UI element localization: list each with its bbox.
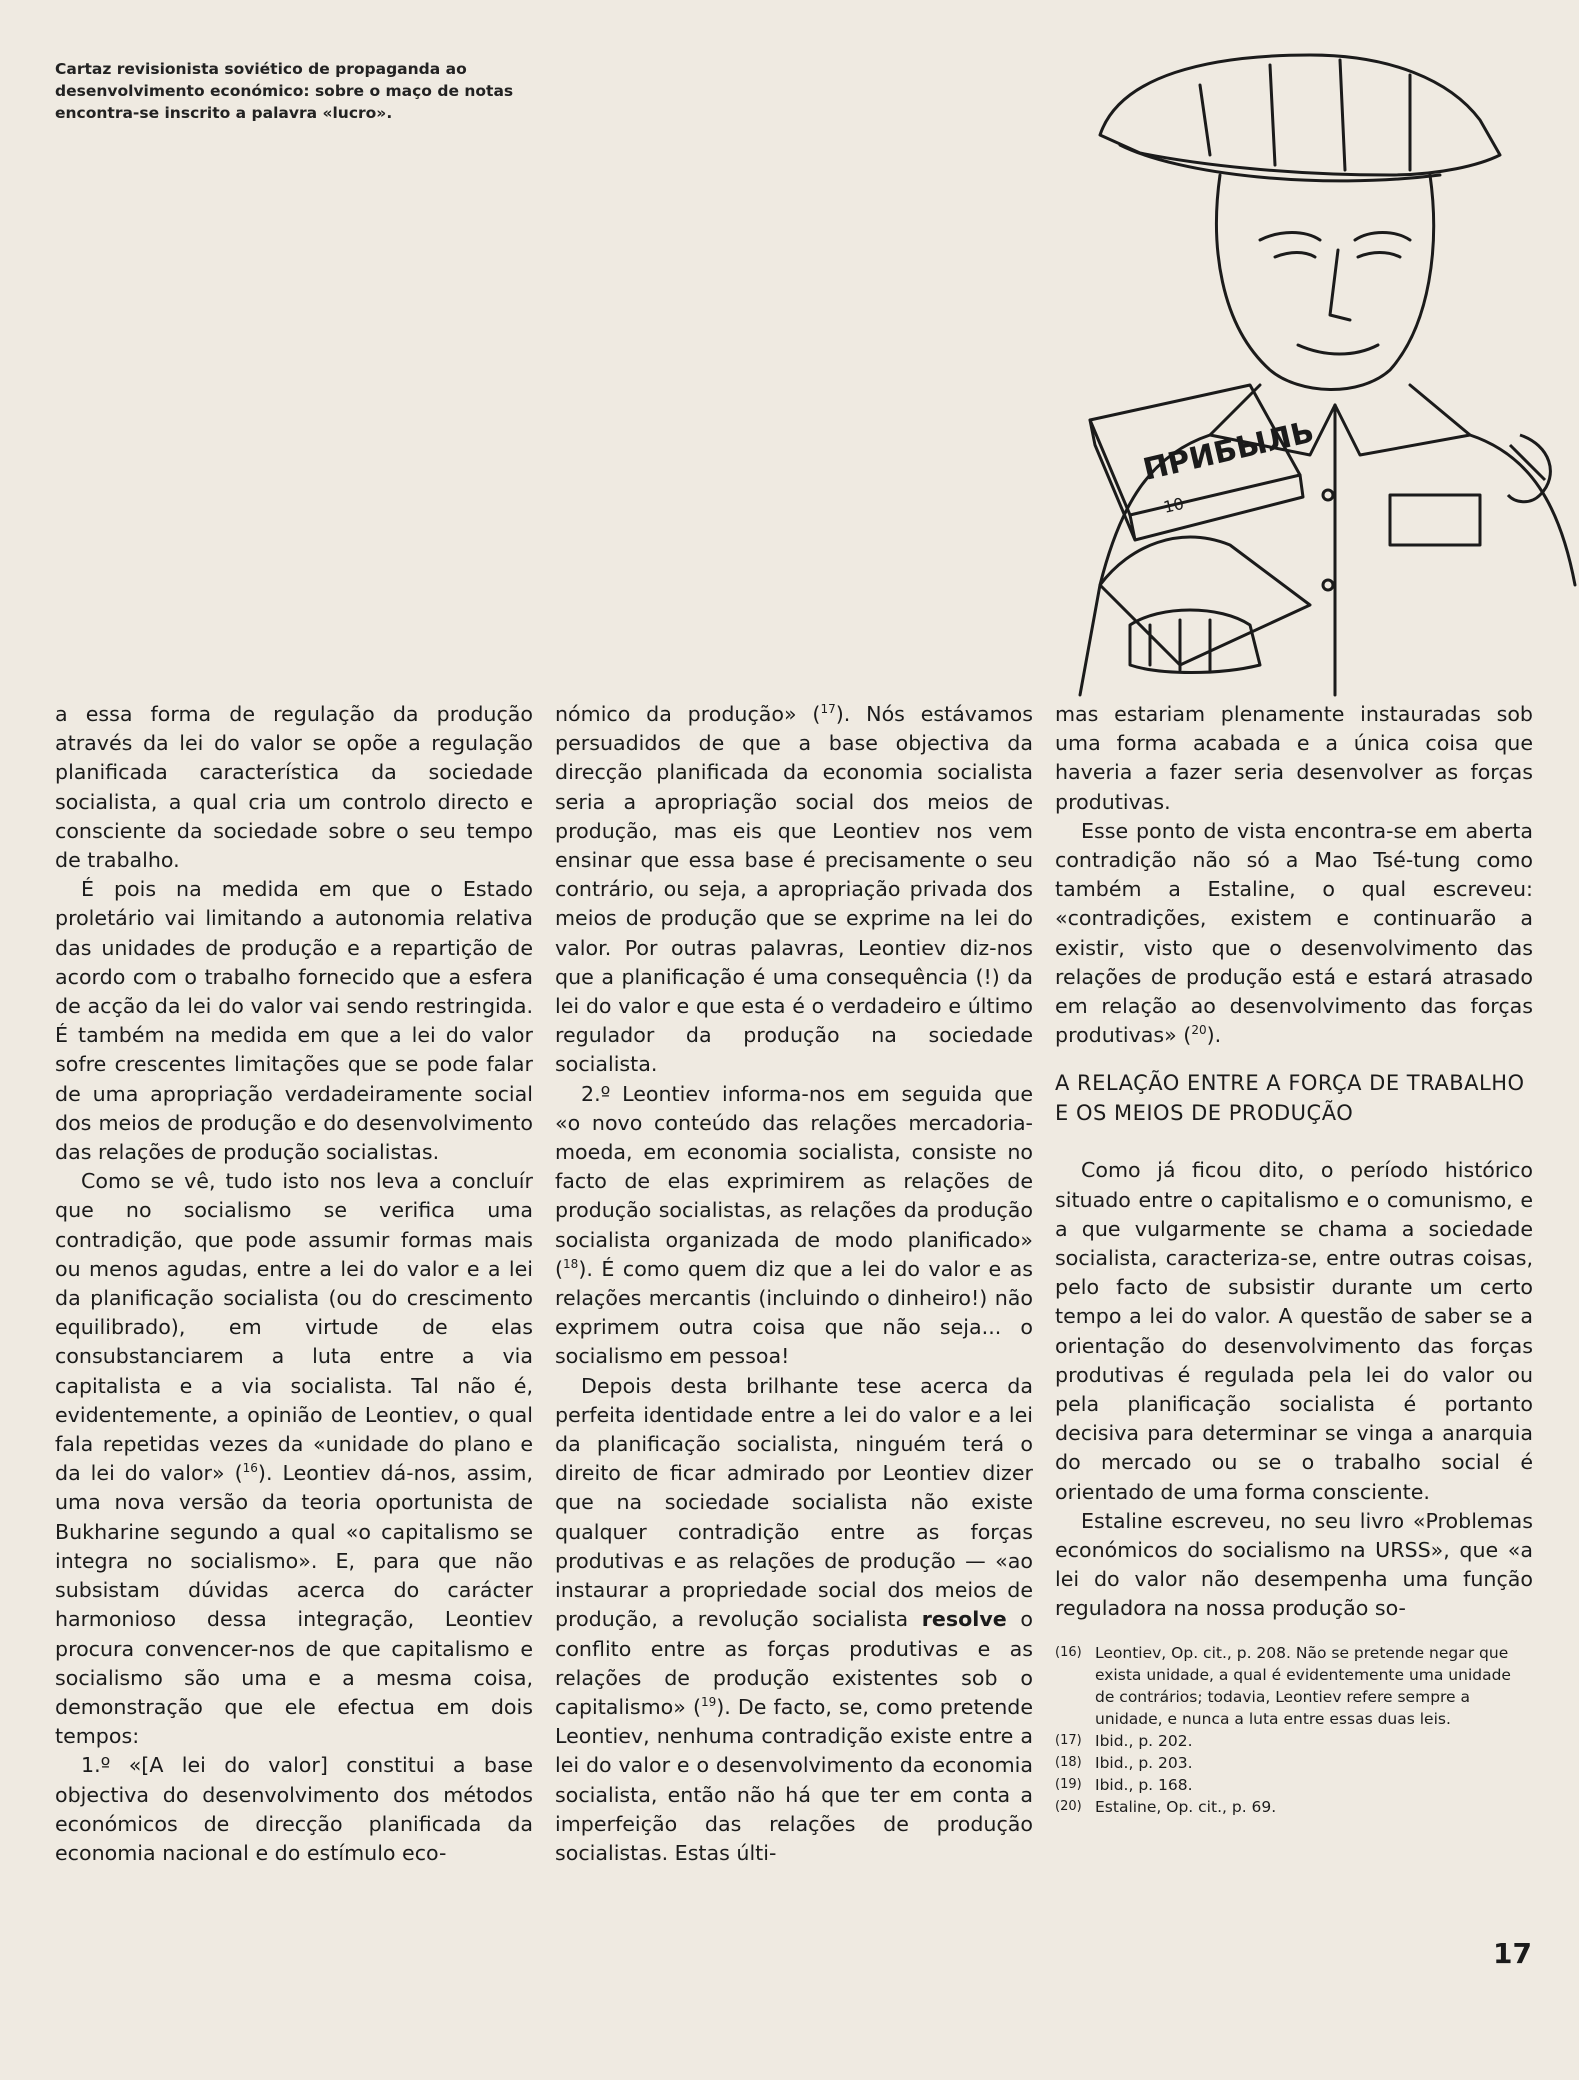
- paragraph: É pois na medida em que o Estado proletário vai limitando a autonomia relativa das unidades de produção e a repartição de acordo com o trabalho fornecido que a esfera de acção da lei do valor vai sendo restringida. É também na medida em que a lei do valor sofre crescentes limitações que se pode falar de uma apropriação verdadeiramente social dos meios de produção e do desenvolvimento das relações de produção socialistas.: [55, 877, 533, 1165]
- banknote-word: ПРИБЫЛЬ: [1139, 414, 1318, 488]
- illustration-caption: Cartaz revisionista soviético de propaganda ao desenvolvimento económico: sobre o maço de notas encontra-se inscrito a palavra «lucro».: [55, 60, 514, 122]
- footnote: (18) Ibid., p. 203.: [1055, 1753, 1193, 1772]
- paragraph: nómico da produção» ($^{17}$). Nós estávamos persuadidos de que a base objectiva da direcção planificada da economia socialista seria a apropriação social dos meios de produção, mas eis que Leontiev nos vem ensinar que essa base é precisamente o seu contrário, ou seja, a apropriação privada dos meios de produção que se exprime na lei do valor. Por outras palavras, Leontiev diz-nos que a planificação é uma consequência (!) da lei do valor e que esta é o verdadeiro e último regulador da produção na sociedade socialista.: [555, 702, 1033, 1077]
- footnote-ref: 17: [820, 702, 836, 717]
- cap-icon: [1100, 55, 1500, 175]
- hammer-sickle-icon: [1508, 435, 1550, 502]
- footnote: (20) Estaline, Op. cit., p. 69.: [1055, 1797, 1277, 1816]
- face: [1217, 175, 1434, 390]
- paragraph: 1.º «[A lei do valor] constitui a base objectiva do desenvolvimento dos métodos económicos de direcção planificada da economia nacional e do estímulo eco-: [55, 1753, 533, 1865]
- paragraph: Depois desta brilhante tese acerca da perfeita identidade entre a lei do valor e a lei da planificação socialista, ninguém terá o direito de ficar admirado por Leontiev dizer que na sociedade socialista não existe qualquer contradição entre as forças produtivas e as relações de produção — «ao instaurar a propriedade social dos meios de produção, a revolução socialista resolve o conflito entre as forças produtivas e as relações de produção existentes sob o capitalismo» ($^{19}$). De facto, se, como pretende Leontiev, nenhuma contradição existe entre a lei do valor e o desenvolvimento da economia socialista, então não há que ter em conta a imperfeição das relações de produção socialistas. Estas últi-: [555, 1373, 1033, 1865]
- section-heading: A RELAÇÃO ENTRE A FORÇA DE TRABALHO E OS MEIOS DE PRODUÇÃO: [1055, 1071, 1525, 1126]
- footnote-ref: 18: [563, 1257, 579, 1271]
- paragraph: Estaline escreveu, no seu livro «Problemas económicos do socialismo na URSS», que «a lei do valor não desempenha uma função reguladora na nossa produção so-: [1055, 1508, 1533, 1621]
- paragraph: a essa forma de regulação da produção através da lei do valor se opõe a regulação planificada característica da sociedade socialista, a qual cria um controlo directo e consciente da sociedade sobre o seu tempo de trabalho.: [55, 702, 533, 873]
- footnote: (19) Ibid., p. 168.: [1055, 1775, 1193, 1794]
- paragraph: Como se vê, tudo isto nos leva a concluír que no socialismo se verifica uma contradição, que pode assumir formas mais ou menos agudas, entre a lei do valor e a lei da planificação socialista (ou do crescimento equilibrado), em virtude de elas consubstanciarem a luta entre a via capitalista e a via socialista. Tal não é, evidentemente, a opinião de Leontiev, o qual fala repetidas vezes da «unidade do plano e da lei do valor» ($^{16}$). Leontiev dá-nos, assim, uma nova versão da teoria oportunista de Bukharine segundo a qual «o capitalismo se integra no socialismo». E, para que não subsistam dúvidas acerca do carácter harmonioso dessa integração, Leontiev procura convencer-nos de que capitalismo e socialismo são uma e a mesma coisa, demonstração que ele efectua em dois tempos:: [55, 1169, 533, 1749]
- paragraph: mas estariam plenamente instauradas sob uma forma acabada e a única coisa que haveria a fazer seria desenvolver as forças produtivas.: [1055, 702, 1533, 814]
- text-column-1: [55, 700, 533, 1868]
- banknote-value: 10: [1161, 493, 1186, 517]
- paragraph: Esse ponto de vista encontra-se em aberta contradição não só a Mao Tsé-tung como também a Estaline, o qual escreveu: «contradições, existem e continuarão a existir, visto que o desenvolvimento das relações de produção está e estará atrasado em relação ao desenvolvimento das forças produtivas» ($^{20}$).: [1055, 818, 1533, 1048]
- paragraph: Como já ficou dito, o período histórico situado entre o capitalismo e o comunismo, e a que vulgarmente se chama a sociedade socialista, caracteriza-se, entre outras coisas, pelo facto de subsistir durante um certo tempo a lei do valor. A questão de saber se a orientação do desenvolvimento das forças produtivas é regulada pela lei do valor ou pela planificação socialista é portanto decisiva para determinar se vinga a anarquia do mercado ou se o trabalho social é orientado de uma forma consciente.: [1055, 1158, 1533, 1504]
- footnote-ref: 20: [1191, 1023, 1207, 1038]
- footnote: (16) Leontiev, Op. cit., p. 208. Não se pretende negar que exista unidade, a qual é evidentemente uma unidade de contrários; todavia, Leontiev refere sempre a unidade, e nunca a luta entre essas duas leis.: [1055, 1643, 1511, 1728]
- footnote-ref: 19: [700, 1695, 717, 1710]
- footnote-ref: 16: [242, 1461, 258, 1476]
- footnote: (17) Ibid., p. 202.: [1055, 1731, 1193, 1750]
- text-column-2: [555, 700, 1033, 1868]
- paragraph: 2.º Leontiev informa-nos em seguida que «o novo conteúdo das relações mercadoria-moeda, em economia socialista, consiste no facto de elas exprimirem as relações de produção socialistas, as relações da produção socialista organizada de modo planificado» ($^{18}$). É como quem diz que a lei do valor e as relações mercantis (incluindo o dinheiro!) não exprimem outra coisa que não seja... o socialismo em pessoa!: [555, 1081, 1033, 1369]
- emphasis: resolve: [921, 1607, 1007, 1632]
- propaganda-poster-illustration: [1060, 25, 1579, 705]
- text-column-3: [1055, 700, 1533, 1818]
- page-number: 17: [1493, 1937, 1532, 1970]
- footnotes: [1055, 1642, 1533, 1818]
